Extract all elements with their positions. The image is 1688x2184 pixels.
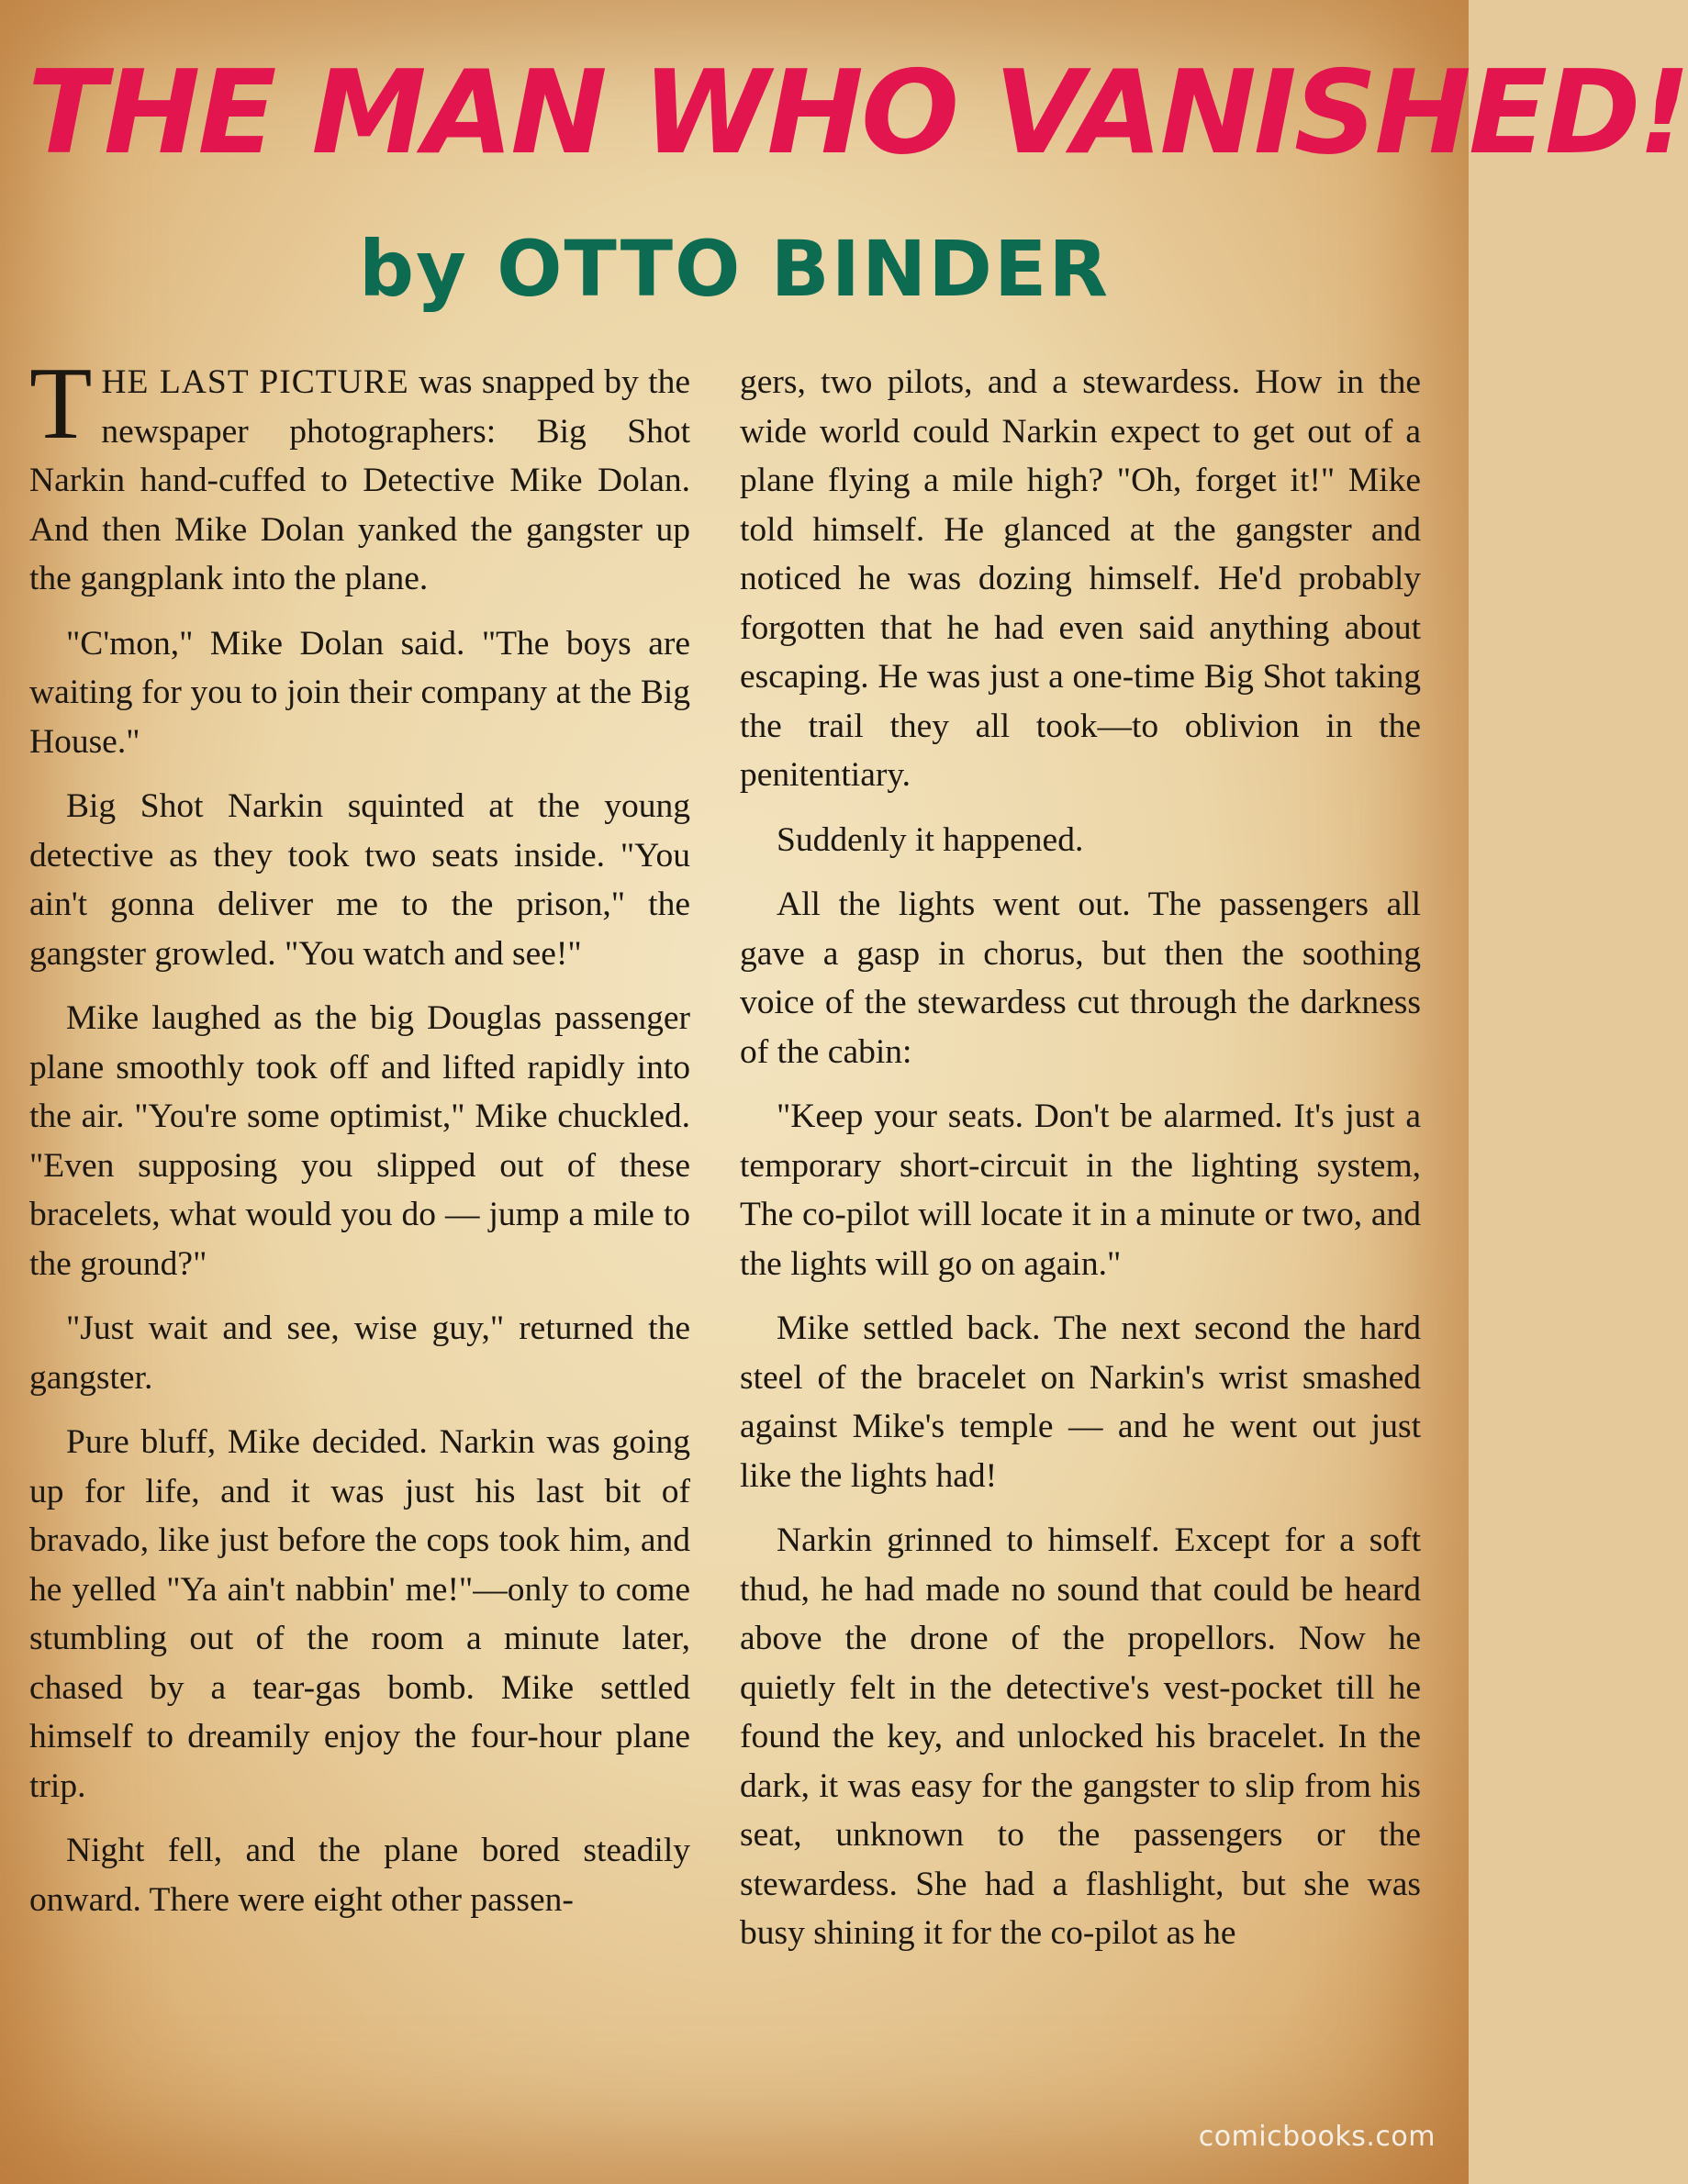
paragraph: Big Shot Narkin squinted at the young detective as they took two seats inside. "You ain't gonna deliver me to the prison," the gangster growled. "You watch and see!": [29, 787, 690, 973]
paragraph: Suddenly it happened.: [777, 820, 1084, 859]
paragraph: Night fell, and the plane bored steadily onward. There were eight other passen-: [29, 1832, 690, 1919]
paragraph: All the lights went out. The passengers all gave a gasp in chorus, but then the soothing voice of the stewardess cut through the darkness of the cabin:: [740, 886, 1421, 1071]
paragraph: Narkin grinned to himself. Except for a soft thud, he had made no sound that could be heard above the drone of the propellors. Now he quietly felt in the detective's vest-pocket till he found the key, and unlocked his bracelet. In the dark, it was easy for the gangster to slip from his seat, unknown to the passengers or the stewardess. She had a flashlight, but she was busy shining it for the co-pilot as he: [740, 1521, 1421, 1952]
paragraph: "C'mon," Mike Dolan said. "The boys are waiting for you to join their company at the Big House.": [29, 624, 690, 761]
site-watermark: comicbooks.com: [1198, 2121, 1436, 2153]
right-column: [740, 358, 1421, 1974]
left-column: [29, 347, 690, 1940]
opening-paragraph: [29, 347, 690, 604]
story-title: THE MAN WHO VANISHED!: [28, 45, 1688, 180]
paragraph: Mike settled back. The next second the hard steel of the bracelet on Narkin's wrist smashed against Mike's temple — and he went out just like the lights had!: [740, 1309, 1421, 1495]
paragraph: "Keep your seats. Don't be alarmed. It's just a temporary short-circuit in the lighting system, The co-pilot will locate it in a minute or two, and the lights will go on again.": [740, 1098, 1421, 1283]
paragraph: "Just wait and see, wise guy," returned the gangster.: [29, 1309, 690, 1397]
opening-lead: HE LAST PICTURE: [101, 363, 409, 401]
story-byline: by OTTO BINDER: [358, 224, 1111, 314]
drop-cap: T: [29, 347, 93, 461]
paragraph: Mike laughed as the big Douglas passenger plane smoothly took off and lifted rapidly into the air. "You're some optimist," Mike chuckled. "Even supposing you slipped out of these bracelets, what would you do — jump a mile to the ground?": [29, 999, 690, 1283]
paragraph: Pure bluff, Mike decided. Narkin was going up for life, and it was just his last bit of bravado, like just before the cops took him, and he yelled "Ya ain't nabbin' me!"—only to come stumbling out of the room a minute later, chased by a tear-gas bomb. Mike settled himself to dreamily enjoy the four-hour plane trip.: [29, 1423, 690, 1805]
opening-text: was snapped by the newspaper photographers: Big Shot Narkin hand-cuffed to Detective Mike Dolan. And then Mike Dolan yanked the gangster up the gangplank into the plane.: [29, 363, 690, 597]
paragraph-continuation: gers, two pilots, and a stewardess. How in the wide world could Narkin expect to get out of a plane flying a mile high? "Oh, forget it!" Mike told himself. He glanced at the gangster and noticed he was dozing himself. He'd probably forgotten that he had even said anything about escaping. He was just a one-time Big Shot taking the trail they all took—to oblivion in the penitentiary.: [740, 363, 1421, 794]
